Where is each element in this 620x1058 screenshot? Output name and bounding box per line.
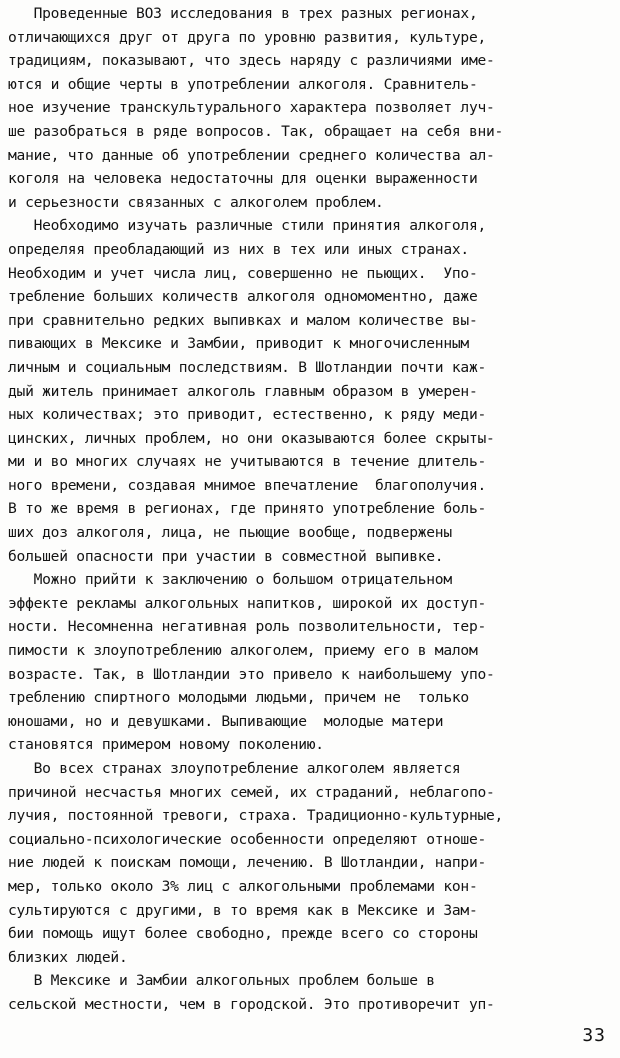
text-line: эффекте рекламы алкогольных напитков, широкой их доступ- — [8, 594, 487, 612]
text-line: требление больших количеств алкоголя одномоментно, даже — [8, 288, 478, 306]
text-line: лучия, постоянной тревоги, страха. Традиционно-культурные, — [8, 807, 504, 825]
text-line: ших доз алкоголя, лица, не пьющие вообще, подвержены — [8, 524, 452, 542]
text-line: становятся примером новому поколению. — [8, 736, 324, 754]
text-line: большей опасности при участии в совместной выпивке. — [8, 547, 444, 565]
text-line: ми и во многих случаях не учитываются в течение длитель- — [8, 453, 487, 471]
text-line: личным и социальным последствиям. В Шотландии почти каж- — [8, 358, 487, 376]
text-line: коголя на человека недостаточны для оценки выраженности — [8, 170, 478, 188]
text-line: близких людей. — [8, 948, 128, 966]
text-line: В Мексике и Замбии алкогольных проблем больше в — [8, 972, 435, 990]
text-line: мер, только около 3% лиц с алкогольными проблемами кон- — [8, 877, 478, 895]
text-line: бии помощь ищут более свободно, прежде всего со стороны — [8, 925, 478, 943]
text-line: сельской местности, чем в городской. Это противоречит уп- — [8, 995, 495, 1013]
text-line: социально-психологические особенности определяют отноше- — [8, 830, 487, 848]
text-line: пимости к злоупотреблению алкоголем, приему его в малом — [8, 642, 478, 660]
text-line: ются и общие черты в употреблении алкоголя. Сравнитель- — [8, 75, 478, 93]
text-line: сультируются с другими, в то время как в Мексике и Зам- — [8, 901, 478, 919]
text-line: ности. Несомненна негативная роль позволительности, тер- — [8, 618, 487, 636]
text-line: ных количествах; это приводит, естественно, к ряду меди- — [8, 406, 487, 424]
text-line: В то же время в регионах, где принято употребление боль- — [8, 500, 487, 518]
text-line: Проведенные ВОЗ исследования в трех разных регионах, — [8, 5, 478, 22]
text-line: ние людей к поискам помощи, лечению. В Шотландии, напри- — [8, 854, 487, 872]
text-line: Можно прийти к заключению о большом отрицательном — [8, 571, 452, 589]
text-line: Необходим и учет числа лиц, совершенно не пьющих. Упо- — [8, 264, 478, 282]
text-line: определяя преобладающий из них в тех или иных странах. — [8, 240, 469, 258]
text-line: возрасте. Так, в Шотландии это привело к наибольшему упо- — [8, 665, 495, 683]
text-line: ше разобраться в ряде вопросов. Так, обращает на себя вни- — [8, 122, 504, 140]
text-line: Необходимо изучать различные стили принятия алкоголя, — [8, 217, 487, 235]
text-line: отличающихся друг от друга по уровню развития, культуре, — [8, 28, 487, 46]
text-line: мание, что данные об употреблении среднего количества ал- — [8, 146, 495, 164]
body-text — [8, 2, 612, 1017]
text-line: дый житель принимает алкоголь главным образом в умерен- — [8, 382, 478, 400]
text-line: причиной несчастья многих семей, их страданий, неблагопо- — [8, 783, 495, 801]
text-line: юношами, но и девушками. Выпивающие молодые матери — [8, 712, 444, 730]
text-line: пивающих в Мексике и Замбии, приводит к многочисленным — [8, 335, 469, 353]
text-line: цинских, личных проблем, но они оказываются более скрыты- — [8, 429, 495, 447]
text-line: Во всех странах злоупотребление алкоголем является — [8, 760, 461, 777]
text-line: ного времени, создавая мнимое впечатление благополучия. — [8, 476, 487, 494]
text-line: треблению спиртного молодыми людьми, причем не только — [8, 689, 469, 707]
page-number: 33 — [582, 1025, 606, 1046]
text-line: при сравнительно редких выпивках и малом количестве вы- — [8, 311, 478, 329]
text-line: ное изучение транскультурального характера позволяет луч- — [8, 99, 495, 117]
text-line: традициям, показывают, что здесь наряду с различиями име- — [8, 52, 495, 70]
text-line: и серьезности связанных с алкоголем проблем. — [8, 193, 384, 211]
